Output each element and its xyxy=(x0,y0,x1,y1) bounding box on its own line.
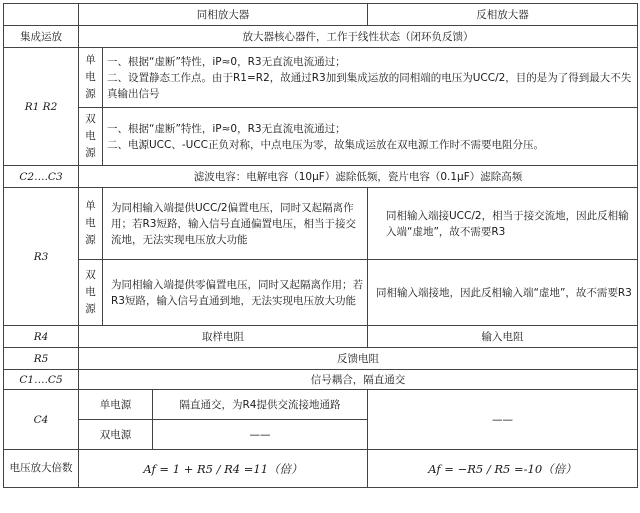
row-gain xyxy=(4,450,638,488)
r3-dual-label: 双电源 xyxy=(79,260,103,326)
r4-inverting: 输入电阻 xyxy=(368,326,638,348)
row-r1r2-dual xyxy=(4,108,638,166)
c4-dual-label: 双电源 xyxy=(79,420,153,450)
row-r3-single xyxy=(4,188,638,260)
gain-noninverting-formula: Af = 1 + R5 / R4 =11（倍） xyxy=(79,450,368,488)
header-row xyxy=(4,4,638,26)
row-opamp xyxy=(4,26,638,48)
row-r4 xyxy=(4,326,638,348)
r3-single-label: 单电源 xyxy=(79,188,103,260)
r4-noninverting: 取样电阻 xyxy=(79,326,368,348)
r1r2-single-label: 单电源 xyxy=(79,48,103,108)
row-r3-dual xyxy=(4,260,638,326)
c4-single-description: 隔直通交，为R4提供交流接地通路 xyxy=(153,390,368,420)
r3-single-noninverting: 为同相输入端提供UCC/2偏置电压，同时又起隔离作用；若R3短路，输入信号直通偏置电压，相当于接交流地，无法实现电压放大功能 xyxy=(103,188,368,260)
row-label-opamp: 集成运放 xyxy=(4,26,79,48)
row-r5 xyxy=(4,348,638,370)
r5-description: 反馈电阻 xyxy=(79,348,638,370)
row-c2c3 xyxy=(4,166,638,188)
r3-dual-noninverting: 为同相输入端提供零偏置电压，同时又起隔离作用；若R3短路，输入信号直通到地，无法实现电压放大功能 xyxy=(103,260,368,326)
comparison-table xyxy=(3,3,638,488)
row-label-gain: 电压放大倍数 xyxy=(4,450,79,488)
c4-single-label: 单电源 xyxy=(79,390,153,420)
header-noninverting: 同相放大器 xyxy=(79,4,368,26)
row-r1r2-single xyxy=(4,48,638,108)
r1r2-dual-label: 双电源 xyxy=(79,108,103,166)
r1r2-single-line2: 二、设置静态工作点。由于R1=R2，故通过R3加到集成运放的同相端的电压为UCC/2，目的是为了得到最大不失真输出信号 xyxy=(107,71,632,100)
row-c1c5 xyxy=(4,370,638,390)
r1r2-single-description xyxy=(103,48,638,108)
c2c3-description: 滤波电容：电解电容（10μF）滤除低频，瓷片电容（0.1μF）滤除高频 xyxy=(79,166,638,188)
row-label-r4: R4 xyxy=(4,326,79,348)
row-label-c4: C4 xyxy=(4,390,79,450)
gain-inverting-formula: Af = −R5 / R5 =-10（倍） xyxy=(368,450,638,488)
c4-inverting: —— xyxy=(368,390,638,450)
r3-dual-inverting: 同相输入端接地，因此反相输入端“虚地”，故不需要R3 xyxy=(368,260,638,326)
c4-dual-description: —— xyxy=(153,420,368,450)
header-inverting: 反相放大器 xyxy=(368,4,638,26)
row-label-r5: R5 xyxy=(4,348,79,370)
header-blank xyxy=(4,4,79,26)
r1r2-dual-line1: 一、根据“虚断”特性，iP≈0，R3无直流电流通过； xyxy=(107,122,346,135)
row-label-c2c3: C2….C3 xyxy=(4,166,79,188)
r1r2-single-line1: 一、根据“虚断”特性，iP≈0，R3无直流电流通过； xyxy=(107,55,346,68)
r3-single-inverting: 同相输入端接UCC/2，相当于接交流地，因此反相输入端“虚地”，故不需要R3 xyxy=(368,188,638,260)
row-label-c1c5: C1….C5 xyxy=(4,370,79,390)
r1r2-dual-line2: 二、电源UCC、-UCC正负对称，中点电压为零，故集成运放在双电源工作时不需要电阻分压。 xyxy=(107,138,544,151)
row-label-r1r2: R1 R2 xyxy=(4,48,79,166)
r1r2-dual-description xyxy=(103,108,638,166)
row-c4-single xyxy=(4,390,638,420)
c1c5-description: 信号耦合，隔直通交 xyxy=(79,370,638,390)
row-label-r3: R3 xyxy=(4,188,79,326)
opamp-description: 放大器核心器件，工作于线性状态（闭环负反馈） xyxy=(79,26,638,48)
